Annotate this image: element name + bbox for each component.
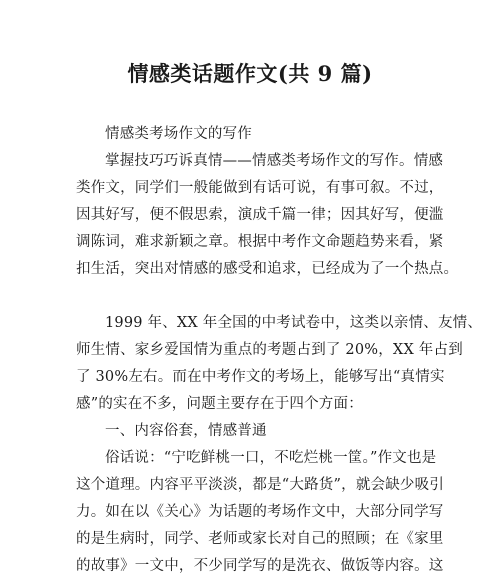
text-line: 力。如在以《关心》为话题的考场作文中，大部分同学写 (76, 504, 444, 520)
text-line: 的故事》一文中，不少同学写的是洗衣、做饭等内容。这 (76, 558, 444, 574)
text-line: 一、内容俗套，情感普通 (105, 423, 267, 439)
text-line: 调陈词，难求新颖之章。根据中考作文命题趋势来看，紧 (76, 234, 444, 250)
text-line: 扣生活，突出对情感的感受和追求，已经成为了一个热点。 (76, 261, 459, 277)
text-line: 了 30%左右。而在中考作文的考场上，能够写出“真情实 (76, 369, 445, 385)
text-line: 师生情、家乡爱国情为重点的考题占到了 20%，XX 年占到 (76, 342, 463, 358)
text-line: 俗话说：“宁吃鲜桃一口，不吃烂桃一筐。”作文也是 (105, 450, 437, 466)
text-line: 的是生病时，同学、老师或家长对自己的照顾；在《家里 (76, 531, 444, 547)
document-title: 情感类话题作文(共 9 篇) (127, 61, 373, 86)
text-line: 因其好写，便不假思索，演成千篇一律；因其好写，便滥 (76, 207, 444, 223)
paragraph-gap (76, 283, 426, 310)
text-line: 感”的实在不多，问题主要存在于四个方面： (76, 396, 363, 412)
text-line: 掌握技巧巧诉真情——情感类考场作文的写作。情感 (105, 153, 444, 169)
document-body (76, 121, 483, 580)
text-line: 情感类考场作文的写作 (105, 126, 252, 142)
text-line: 1999 年、XX 年全国的中考试卷中，这类以亲情、友情、 (105, 315, 483, 331)
text-line: 这个道理。内容平平淡淡，都是“大路货”，就会缺少吸引 (76, 477, 445, 493)
text-line: 类作文，同学们一般能做到有话可说，有事可叙。不过， (76, 180, 444, 196)
